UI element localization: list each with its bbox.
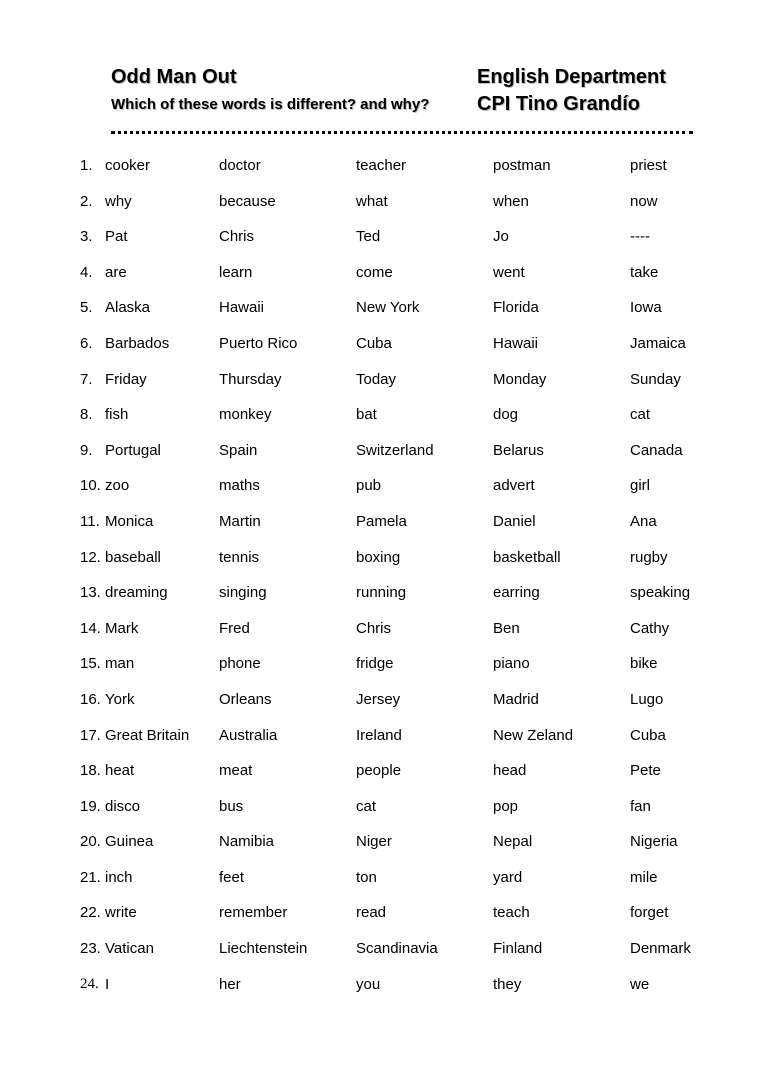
word: Chris bbox=[219, 228, 255, 246]
word: Iowa bbox=[630, 299, 662, 317]
word: cooker bbox=[105, 157, 151, 174]
item-number: 22. bbox=[80, 904, 101, 922]
word: why bbox=[105, 192, 132, 210]
word: Jersey bbox=[356, 690, 401, 708]
word: write bbox=[105, 904, 137, 922]
word: forget bbox=[630, 904, 669, 922]
word: Alaska bbox=[105, 299, 151, 317]
list-item bbox=[0, 255, 768, 291]
list-item bbox=[0, 575, 768, 611]
item-number: 9. bbox=[80, 441, 93, 459]
word: girl bbox=[630, 477, 651, 495]
word: pop bbox=[493, 797, 519, 815]
word: Great Britain bbox=[105, 726, 190, 744]
word: went bbox=[493, 263, 525, 281]
dotted-divider bbox=[111, 131, 693, 134]
word: bus bbox=[219, 797, 244, 815]
item-number: 13. bbox=[80, 584, 101, 602]
word: Pete bbox=[630, 762, 661, 780]
word: Mark bbox=[105, 619, 139, 637]
word: Finland bbox=[493, 940, 543, 958]
word: fan bbox=[630, 797, 651, 815]
word: priest bbox=[630, 157, 667, 174]
word: postman bbox=[493, 157, 551, 174]
word: zoo bbox=[105, 477, 130, 495]
list-item bbox=[0, 219, 768, 255]
word: maths bbox=[219, 477, 260, 495]
item-number: 21. bbox=[80, 868, 101, 886]
word: advert bbox=[493, 477, 535, 495]
word: head bbox=[493, 762, 527, 780]
word: Monday bbox=[493, 370, 547, 388]
word: Thursday bbox=[219, 370, 282, 388]
word: Liechtenstein bbox=[219, 940, 308, 958]
word: Cuba bbox=[356, 334, 392, 352]
word: cat bbox=[630, 406, 651, 424]
word: Puerto Rico bbox=[219, 334, 298, 352]
list-item bbox=[0, 860, 768, 896]
word: Florida bbox=[493, 299, 539, 317]
word: learn bbox=[219, 263, 253, 281]
word: Jamaica bbox=[630, 334, 686, 352]
item-number: 17. bbox=[80, 726, 101, 744]
word: piano bbox=[493, 655, 530, 673]
word: are bbox=[105, 263, 127, 281]
item-number: 8. bbox=[80, 406, 93, 424]
word: teacher bbox=[356, 157, 407, 174]
word: Portugal bbox=[105, 441, 161, 459]
word: Hawaii bbox=[219, 299, 265, 317]
word: baseball bbox=[105, 548, 161, 566]
item-number: 20. bbox=[80, 833, 101, 851]
item-number: 4. bbox=[80, 263, 93, 281]
school-name: CPI Tino Grandío bbox=[477, 93, 640, 115]
worksheet-instructions: Which of these words is different? and why? bbox=[111, 96, 430, 113]
list-item bbox=[0, 931, 768, 967]
word: ton bbox=[356, 868, 377, 886]
item-number: 3. bbox=[80, 228, 93, 246]
item-number: 24. bbox=[80, 975, 99, 992]
item-number: 1. bbox=[80, 157, 93, 174]
word: bat bbox=[356, 406, 377, 424]
worksheet-title: Odd Man Out bbox=[111, 66, 237, 88]
word: Lugo bbox=[630, 690, 664, 708]
word: dog bbox=[493, 406, 519, 424]
word: Pat bbox=[105, 228, 128, 246]
word: Friday bbox=[105, 370, 147, 388]
word-list bbox=[0, 148, 768, 1002]
item-number: 18. bbox=[80, 762, 101, 780]
word: doctor bbox=[219, 157, 261, 174]
word: rugby bbox=[630, 548, 668, 566]
word: teach bbox=[493, 904, 530, 922]
word: pub bbox=[356, 477, 382, 495]
word: Ana bbox=[630, 512, 657, 530]
word: Fred bbox=[219, 619, 250, 637]
word: earring bbox=[493, 584, 540, 602]
word: I bbox=[105, 975, 110, 993]
list-item bbox=[0, 646, 768, 682]
item-number: 12. bbox=[80, 548, 101, 566]
word: New York bbox=[356, 299, 420, 317]
list-item bbox=[0, 718, 768, 754]
word: Daniel bbox=[493, 512, 536, 530]
word: Nepal bbox=[493, 833, 533, 851]
item-number: 6. bbox=[80, 334, 93, 352]
word: Australia bbox=[219, 726, 278, 744]
word: Pamela bbox=[356, 512, 407, 530]
list-item bbox=[0, 824, 768, 860]
word: you bbox=[356, 975, 381, 993]
word: Orleans bbox=[219, 690, 272, 708]
word: running bbox=[356, 584, 407, 602]
list-item bbox=[0, 326, 768, 362]
word: inch bbox=[105, 868, 133, 886]
word: Cathy bbox=[630, 619, 670, 637]
word: cat bbox=[356, 797, 377, 815]
list-item bbox=[0, 967, 768, 1003]
list-item bbox=[0, 468, 768, 504]
word: Spain bbox=[219, 441, 258, 459]
word: fridge bbox=[356, 655, 394, 673]
word: what bbox=[356, 192, 388, 210]
list-item bbox=[0, 397, 768, 433]
word: monkey bbox=[219, 406, 272, 424]
list-item bbox=[0, 290, 768, 326]
word: phone bbox=[219, 655, 261, 673]
item-number: 10. bbox=[80, 477, 101, 495]
word: feet bbox=[219, 868, 245, 886]
word: Vatican bbox=[105, 940, 154, 958]
list-item bbox=[0, 148, 768, 184]
item-number: 19. bbox=[80, 797, 101, 815]
word: Barbados bbox=[105, 334, 170, 352]
word: read bbox=[356, 904, 387, 922]
word: basketball bbox=[493, 548, 561, 566]
word: Guinea bbox=[105, 833, 154, 851]
word: meat bbox=[219, 762, 253, 780]
word: Martin bbox=[219, 512, 261, 530]
word: Monica bbox=[105, 512, 154, 530]
item-number: 16. bbox=[80, 690, 101, 708]
word: Chris bbox=[356, 619, 392, 637]
word: Niger bbox=[356, 833, 392, 851]
list-item bbox=[0, 611, 768, 647]
word: Today bbox=[356, 370, 397, 388]
word: Namibia bbox=[219, 833, 275, 851]
item-number: 15. bbox=[80, 655, 101, 673]
list-item bbox=[0, 540, 768, 576]
word: Jo bbox=[493, 228, 509, 246]
list-item bbox=[0, 789, 768, 825]
word: Ireland bbox=[356, 726, 402, 744]
word: bike bbox=[630, 655, 658, 673]
word: Madrid bbox=[493, 690, 539, 708]
word: now bbox=[630, 192, 658, 210]
list-item bbox=[0, 895, 768, 931]
word: when bbox=[493, 192, 529, 210]
word: we bbox=[630, 975, 650, 993]
word: Belarus bbox=[493, 441, 544, 459]
item-number: 7. bbox=[80, 370, 93, 388]
word: York bbox=[105, 690, 135, 708]
department-name: English Department bbox=[477, 66, 666, 88]
word: tennis bbox=[219, 548, 260, 566]
item-number: 2. bbox=[80, 192, 93, 210]
word: Nigeria bbox=[630, 833, 678, 851]
word: fish bbox=[105, 406, 129, 424]
word: because bbox=[219, 192, 276, 210]
word: speaking bbox=[630, 584, 691, 602]
list-item bbox=[0, 362, 768, 398]
word: New Zeland bbox=[493, 726, 574, 744]
item-number: 14. bbox=[80, 619, 101, 637]
word: take bbox=[630, 263, 659, 281]
list-item bbox=[0, 504, 768, 540]
word: Hawaii bbox=[493, 334, 539, 352]
word: Cuba bbox=[630, 726, 666, 744]
word: remember bbox=[219, 904, 288, 922]
word: Ben bbox=[493, 619, 520, 637]
word: mile bbox=[630, 868, 658, 886]
word: disco bbox=[105, 797, 141, 815]
list-item bbox=[0, 433, 768, 469]
item-number: 11. bbox=[80, 512, 100, 530]
item-number: 5. bbox=[80, 299, 93, 317]
word: man bbox=[105, 655, 135, 673]
word: they bbox=[493, 975, 522, 993]
word: people bbox=[356, 762, 402, 780]
word: Canada bbox=[630, 441, 683, 459]
word: her bbox=[219, 975, 241, 993]
word: Ted bbox=[356, 228, 381, 246]
list-item bbox=[0, 184, 768, 220]
word: ---- bbox=[630, 228, 650, 246]
word: heat bbox=[105, 762, 135, 780]
word: Switzerland bbox=[356, 441, 434, 459]
word: Scandinavia bbox=[356, 940, 438, 958]
word: yard bbox=[493, 868, 523, 886]
list-item bbox=[0, 753, 768, 789]
word: Denmark bbox=[630, 940, 691, 958]
item-number: 23. bbox=[80, 940, 101, 958]
word: Sunday bbox=[630, 370, 681, 388]
word: singing bbox=[219, 584, 267, 602]
word: boxing bbox=[356, 548, 401, 566]
list-item bbox=[0, 682, 768, 718]
word: come bbox=[356, 263, 393, 281]
word: dreaming bbox=[105, 584, 168, 602]
